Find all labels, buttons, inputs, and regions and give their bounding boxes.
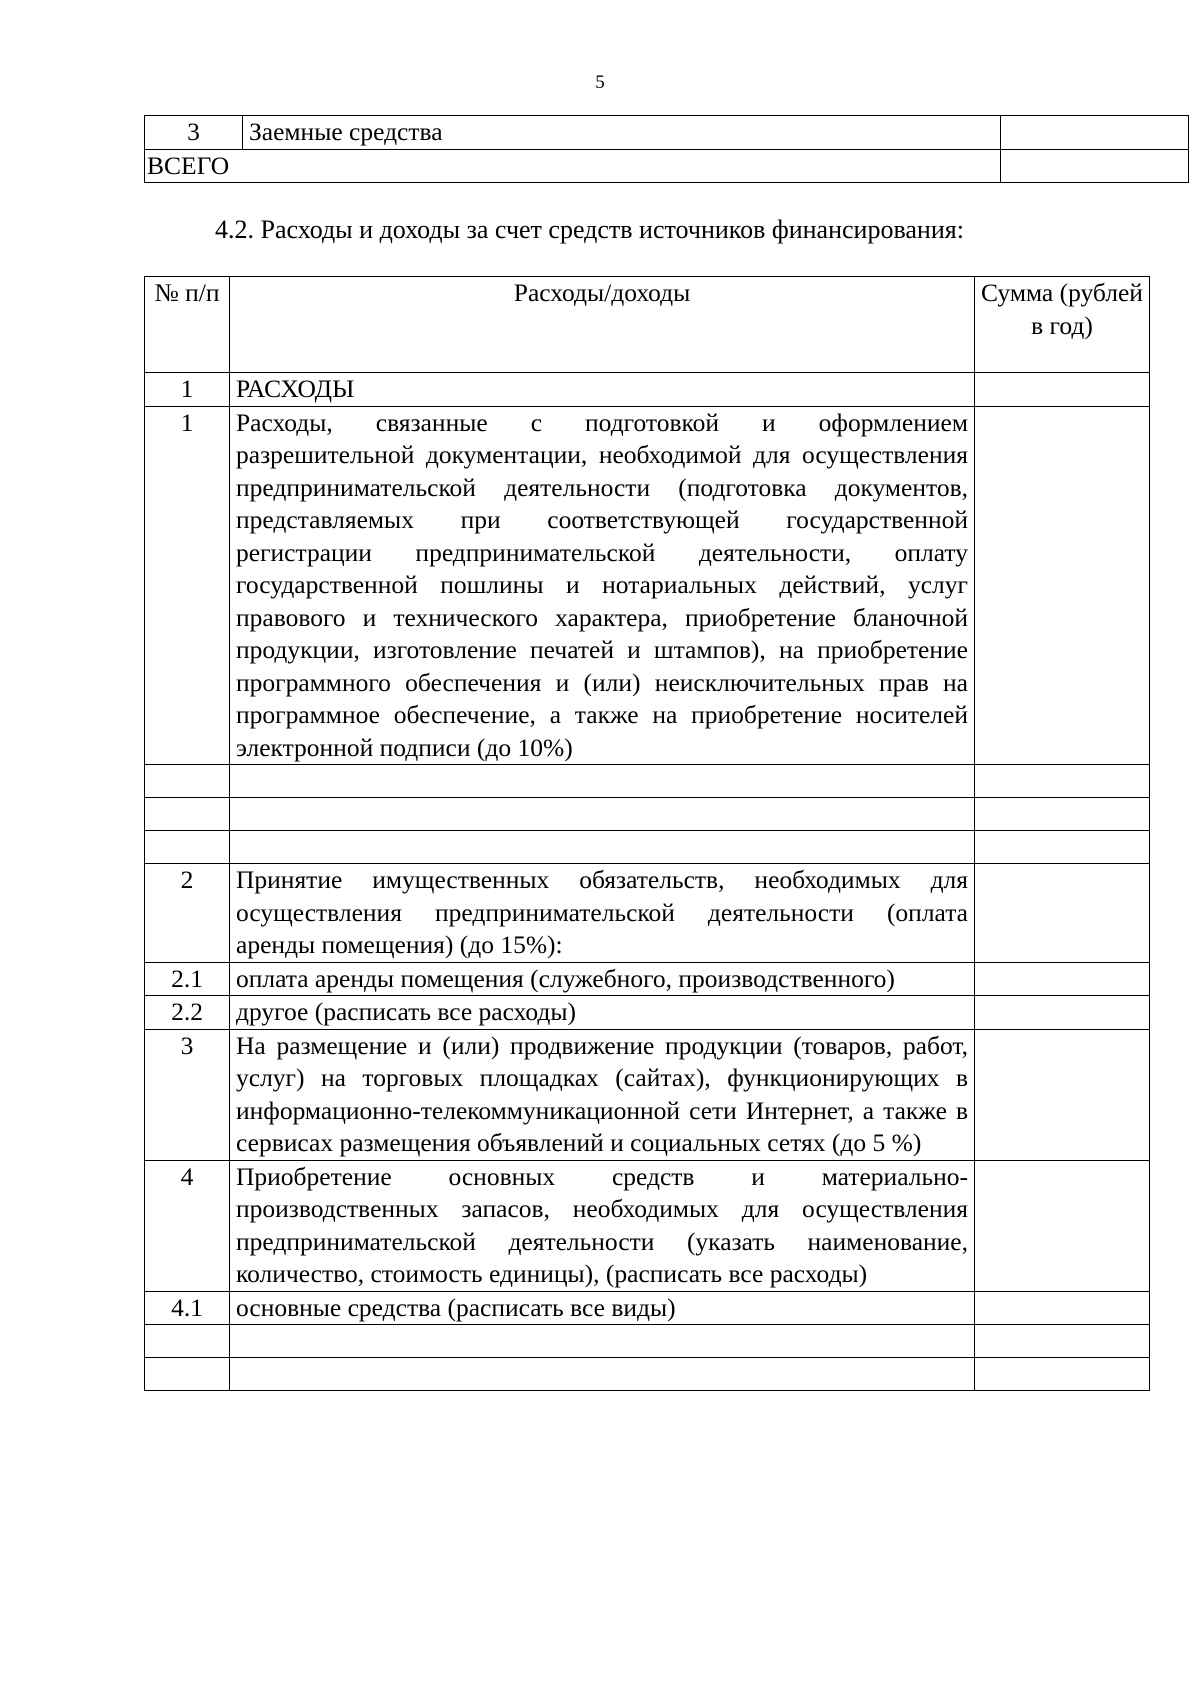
section-heading: 4.2. Расходы и доходы за счет средств источников финансирования: (215, 215, 964, 244)
row-text: РАСХОДЫ (230, 373, 975, 407)
row-number: 2.1 (145, 962, 230, 996)
total-sum (1001, 149, 1189, 183)
row-text: основные средства (расписать все виды) (230, 1291, 975, 1325)
row-text (230, 1325, 975, 1358)
row-text (230, 831, 975, 864)
row-sum (975, 1029, 1150, 1160)
row-text (230, 798, 975, 831)
table-row (145, 831, 1150, 864)
row-number: 2.2 (145, 996, 230, 1030)
row-sum (975, 996, 1150, 1030)
row-text: Приобретение основных средств и материально-производственных запасов, необходимых для осуществления предпринимательской деятельности (указать наименование, количество, стоимость единицы), (расписать все расходы) (230, 1160, 975, 1291)
row-number (145, 798, 230, 831)
table-row (145, 1029, 1150, 1160)
table-row (145, 765, 1150, 798)
header-name: Расходы/доходы (230, 277, 975, 373)
row-number (145, 831, 230, 864)
row-number: 4.1 (145, 1291, 230, 1325)
row-sum (975, 798, 1150, 831)
row-text (230, 765, 975, 798)
table-row (145, 116, 1189, 150)
row-text: Расходы, связанные с подготовкой и оформлением разрешительной документации, необходимой для осуществления предпринимательской деятельности (подготовка документов, представляемых при соответствующей государственной регистрации предпринимательской деятельности, оплату государственной пошлины и нотариальных действий, услуг правового и технического характера, приобретение бланочной продукции, изготовление печатей и штампов), на приобретение программного обеспечения и (или) неисключительных прав на программное обеспечение, а также на приобретение носителей электронной подписи (до 10%) (230, 406, 975, 765)
table-row (145, 1291, 1150, 1325)
row-sum (975, 765, 1150, 798)
row-text: оплата аренды помещения (служебного, производственного) (230, 962, 975, 996)
row-text: другое (расписать все расходы) (230, 996, 975, 1030)
row-number: 1 (145, 373, 230, 407)
row-sum (975, 831, 1150, 864)
table-row (145, 1160, 1150, 1291)
table-row (145, 996, 1150, 1030)
page-number: 5 (595, 72, 605, 93)
table-row (145, 864, 1150, 963)
row-number (145, 1358, 230, 1391)
row-label: Заемные средства (243, 116, 1001, 150)
row-number: 4 (145, 1160, 230, 1291)
table-row (145, 1325, 1150, 1358)
row-text (230, 1358, 975, 1391)
row-text: Принятие имущественных обязательств, необходимых для осуществления предпринимательской деятельности (оплата аренды помещения) (до 15%): (230, 864, 975, 963)
row-sum (975, 1160, 1150, 1291)
header-sum: Сумма (рублей в год) (975, 277, 1150, 373)
row-number: 2 (145, 864, 230, 963)
table-row (145, 1358, 1150, 1391)
total-label: ВСЕГО (145, 149, 1001, 183)
row-sum (975, 1358, 1150, 1391)
header-num: № п/п (145, 277, 230, 373)
row-number: 3 (145, 116, 243, 150)
row-sum (975, 406, 1150, 765)
total-row (145, 149, 1189, 183)
row-text: На размещение и (или) продвижение продукции (товаров, работ, услуг) на торговых площадках (сайтах), функционирующих в информационно-телекоммуникационной сети Интернет, а также в сервисах размещения объявлений и социальных сетях (до 5 %) (230, 1029, 975, 1160)
row-sum (975, 1325, 1150, 1358)
table-row (145, 373, 1150, 407)
row-number (145, 1325, 230, 1358)
row-sum (975, 864, 1150, 963)
funding-sources-table (144, 115, 1189, 183)
expenses-table (144, 276, 1150, 1391)
row-sum (975, 962, 1150, 996)
row-sum (1001, 116, 1189, 150)
row-number (145, 765, 230, 798)
table-row (145, 406, 1150, 765)
header-row (145, 277, 1150, 373)
row-number: 3 (145, 1029, 230, 1160)
table-row (145, 798, 1150, 831)
row-sum (975, 1291, 1150, 1325)
table-row (145, 962, 1150, 996)
row-sum (975, 373, 1150, 407)
row-number: 1 (145, 406, 230, 765)
